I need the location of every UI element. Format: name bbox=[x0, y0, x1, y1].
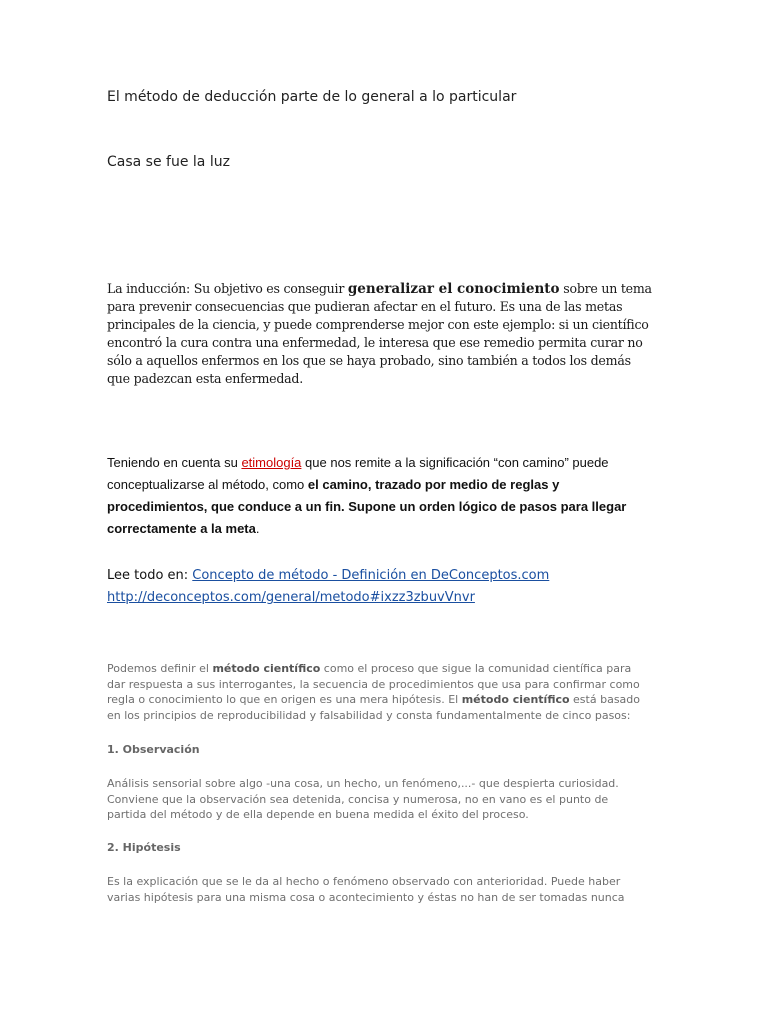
url-link[interactable]: http://deconceptos.com/general/metodo#ixzz3zbuvVnvr bbox=[107, 590, 475, 605]
induccion-bold: generalizar el conocimiento bbox=[347, 281, 560, 297]
paragraph-hipotesis: Es la explicación que se le da al hecho o fenómeno observado con anterioridad. Puede haber varias hipótesis para una misma cosa o acontecimiento y éstas no han de ser tomadas nunca bbox=[107, 875, 625, 904]
induccion-suffix: sobre un tema para prevenir consecuencias que pudieran afectar en el futuro. Es una de las metas principales de la ciencia, y puede comprenderse mejor con este ejemplo: si un científico encontró la cura contra una enfermedad, le interesa que ese remedio permita curar no sólo a aquellos enfermos en los que se haya probado, sino también a todos los demás que padezcan esta enfermedad. bbox=[107, 281, 652, 386]
paragraph-observacion: Análisis sensorial sobre algo -una cosa, un hecho, un fenómeno,...- que despierta curiosidad. Conviene que la observación sea detenida, concisa y numerosa, no en vano es el punto de partida del método y de ella depende en buena medida el éxito del proceso. bbox=[107, 777, 619, 821]
etimologia-bold: el camino, trazado por medio de reglas y procedimientos, que conduce a un fin. Supone un orden lógico de pasos para llegar correctamente a la meta bbox=[107, 477, 627, 536]
induccion-prefix: La inducción: Su objetivo es conseguir bbox=[107, 281, 348, 296]
concepto-link[interactable]: Concepto de método - Definición en DeConceptos.com bbox=[192, 568, 550, 583]
mc-t3: está basado en los principios de reproducibilidad y falsabilidad y consta fundamentalmente de cinco pasos: bbox=[107, 693, 640, 722]
heading-deduccion: El método de deducción parte de lo general a lo particular bbox=[107, 89, 517, 105]
paragraph-etimologia bbox=[107, 452, 647, 540]
mc-t1: Podemos definir el bbox=[107, 662, 213, 675]
mc-b1: método científico bbox=[212, 662, 321, 675]
heading-casa: Casa se fue la luz bbox=[107, 154, 230, 170]
paragraph-metodo-cientifico bbox=[107, 661, 647, 723]
heading-observacion: 1. Observación bbox=[107, 743, 200, 756]
etimologia-middle: que nos remite a la significación “con camino” puede conceptualizarse al método, como bbox=[107, 455, 609, 492]
paragraph-lee-todo bbox=[107, 565, 667, 609]
etimologia-link[interactable]: etimología bbox=[241, 455, 302, 470]
heading-hipotesis: 2. Hipótesis bbox=[107, 841, 181, 854]
etimologia-suffix: . bbox=[255, 521, 260, 536]
mc-t2: como el proceso que sigue la comunidad científica para dar respuesta a sus interrogantes, la secuencia de procedimientos que usa para confirmar como regla o conocimiento lo que en origen es una mera hipótesis. El bbox=[107, 662, 640, 706]
mc-b2: método científico bbox=[461, 693, 570, 706]
lee-prefix: Lee todo en: bbox=[107, 568, 193, 583]
etimologia-prefix: Teniendo en cuenta su bbox=[107, 455, 242, 470]
paragraph-induccion bbox=[107, 280, 657, 388]
